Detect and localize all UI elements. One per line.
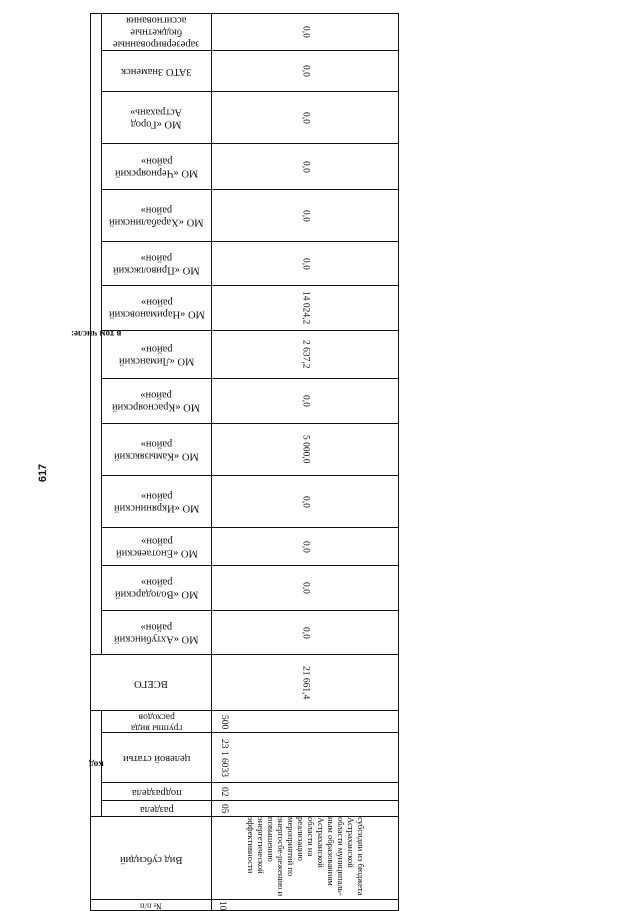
code-header-podrazdel: подраздела xyxy=(102,783,212,801)
col-value-limansky: 2 637,2 xyxy=(212,331,399,379)
code-value-vid-rashodov: 500 xyxy=(212,711,399,733)
code-value-razdel: 05 xyxy=(212,801,399,817)
col-header-zato-znamensk: ЗАТО Знаменск xyxy=(102,51,212,92)
col-header-enotaevsky: МО «Енотаевский район» xyxy=(102,528,212,566)
col-header-limansky: МО «Лиманский район» xyxy=(102,331,212,379)
col-value-kamyzyaksky: 5 000,0 xyxy=(212,424,399,476)
col-header-akhtubinsky: МО «Ахтубинский район» xyxy=(102,611,212,655)
code-value-celevaya-statya: 23 1 6033 xyxy=(212,733,399,783)
total-value: 21 661,4 xyxy=(212,655,399,711)
col-header-chernoyarsky: МО «Черноярский район» xyxy=(102,144,212,190)
col-header-volodarsky: МО «Володарский район» xyxy=(102,566,212,611)
col-value-ikryaninsky: 0,0 xyxy=(212,476,399,528)
row-number: 10 xyxy=(212,900,399,911)
col-value-reserved: 0,0 xyxy=(212,14,399,51)
col-header-gorod-astrakhan: МО «Город Астрахань» xyxy=(102,92,212,144)
col-value-volodarsky: 0,0 xyxy=(212,566,399,611)
code-header-vid-rashodov: группы вида расходов xyxy=(102,711,212,733)
number-header: № п/п xyxy=(91,900,212,911)
col-header-kharabalinsky: МО «Харабалинский район» xyxy=(102,190,212,242)
col-value-gorod-astrakhan: 0,0 xyxy=(212,92,399,144)
col-value-zato-znamensk: 0,0 xyxy=(212,51,399,92)
col-value-akhtubinsky: 0,0 xyxy=(212,611,399,655)
code-value-podrazdel: 02 xyxy=(212,783,399,801)
col-header-krasnoyarsky: МО «Красноярский район» xyxy=(102,379,212,424)
col-value-chernoyarsky: 0,0 xyxy=(212,144,399,190)
code-header-celevaya-statya: целевой статьи xyxy=(102,733,212,783)
description-cell: субсидии из бюджета Астраханской области муниципаль-ным образованиям Астраханской области на реализацию мероприятий по энергосбе-режению и повышению энергетической эффективности xyxy=(212,817,399,900)
code-header-razdel: раздела xyxy=(102,801,212,817)
subsidy-table xyxy=(70,13,399,911)
col-header-ikryaninsky: МО «Икрянинский район» xyxy=(102,476,212,528)
header-group-cell xyxy=(70,14,122,655)
page-number: 617 xyxy=(36,463,49,483)
col-value-kharabalinsky: 0,0 xyxy=(212,190,399,242)
col-header-kamyzyaksky: МО «Камызякский район» xyxy=(102,424,212,476)
col-header-reserved: зарезервированные бюджетные ассигнования xyxy=(102,14,212,51)
col-value-enotaevsky: 0,0 xyxy=(212,528,399,566)
col-header-privolzhsky: МО «Приволжский район» xyxy=(102,242,212,286)
header-group-label: в том числе: xyxy=(70,329,122,340)
col-value-narimanovsky: 14 024,2 xyxy=(212,286,399,331)
code-group-label: код xyxy=(88,759,104,771)
total-header: ВСЕГО xyxy=(91,655,212,711)
code-group-cell xyxy=(88,711,104,817)
vid-subsidii-header: Вид субсидий xyxy=(91,817,212,900)
col-value-krasnoyarsky: 0,0 xyxy=(212,379,399,424)
col-header-narimanovsky: МО «Наримановский район» xyxy=(102,286,212,331)
col-value-privolzhsky: 0,0 xyxy=(212,242,399,286)
